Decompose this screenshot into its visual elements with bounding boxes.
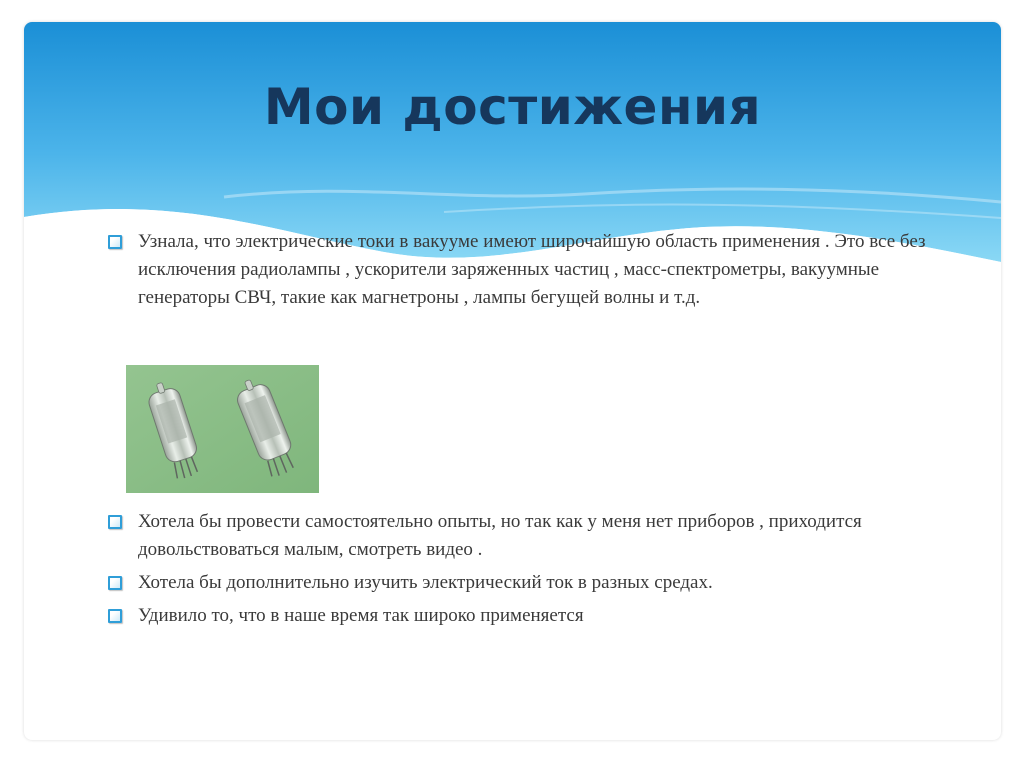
bullet-list-bottom <box>106 508 936 635</box>
bullet-text: Удивило то, что в наше время так широко применяется <box>138 605 584 626</box>
bullet-text: Узнала, что электрические токи в вакууме имеют широчайшую область применения . Это все без исключения радиолампы , ускорители заряженных частиц , масс-спектрометры, вакуумные генераторы СВЧ, такие как магнетроны , лампы бегущей волны и т.д. <box>138 231 926 308</box>
bullet-text: Хотела бы провести самостоятельно опыты, но так как у меня нет приборов , приходится довольствоваться малым, смотреть видео . <box>138 511 862 560</box>
bullet-item <box>106 602 936 630</box>
bullet-item <box>106 228 936 312</box>
bullet-text: Хотела бы дополнительно изучить электрический ток в разных средах. <box>138 572 713 593</box>
checkbox-bullet-icon <box>108 609 122 623</box>
checkbox-bullet-icon <box>108 515 122 529</box>
bullet-list-top <box>106 228 936 317</box>
slide-title: Мои достижения <box>263 78 762 136</box>
vacuum-tubes-photo <box>126 365 319 493</box>
bullet-item <box>106 569 936 597</box>
checkbox-bullet-icon <box>108 576 122 590</box>
slide <box>24 22 1001 740</box>
bullet-item <box>106 508 936 564</box>
checkbox-bullet-icon <box>108 235 122 249</box>
